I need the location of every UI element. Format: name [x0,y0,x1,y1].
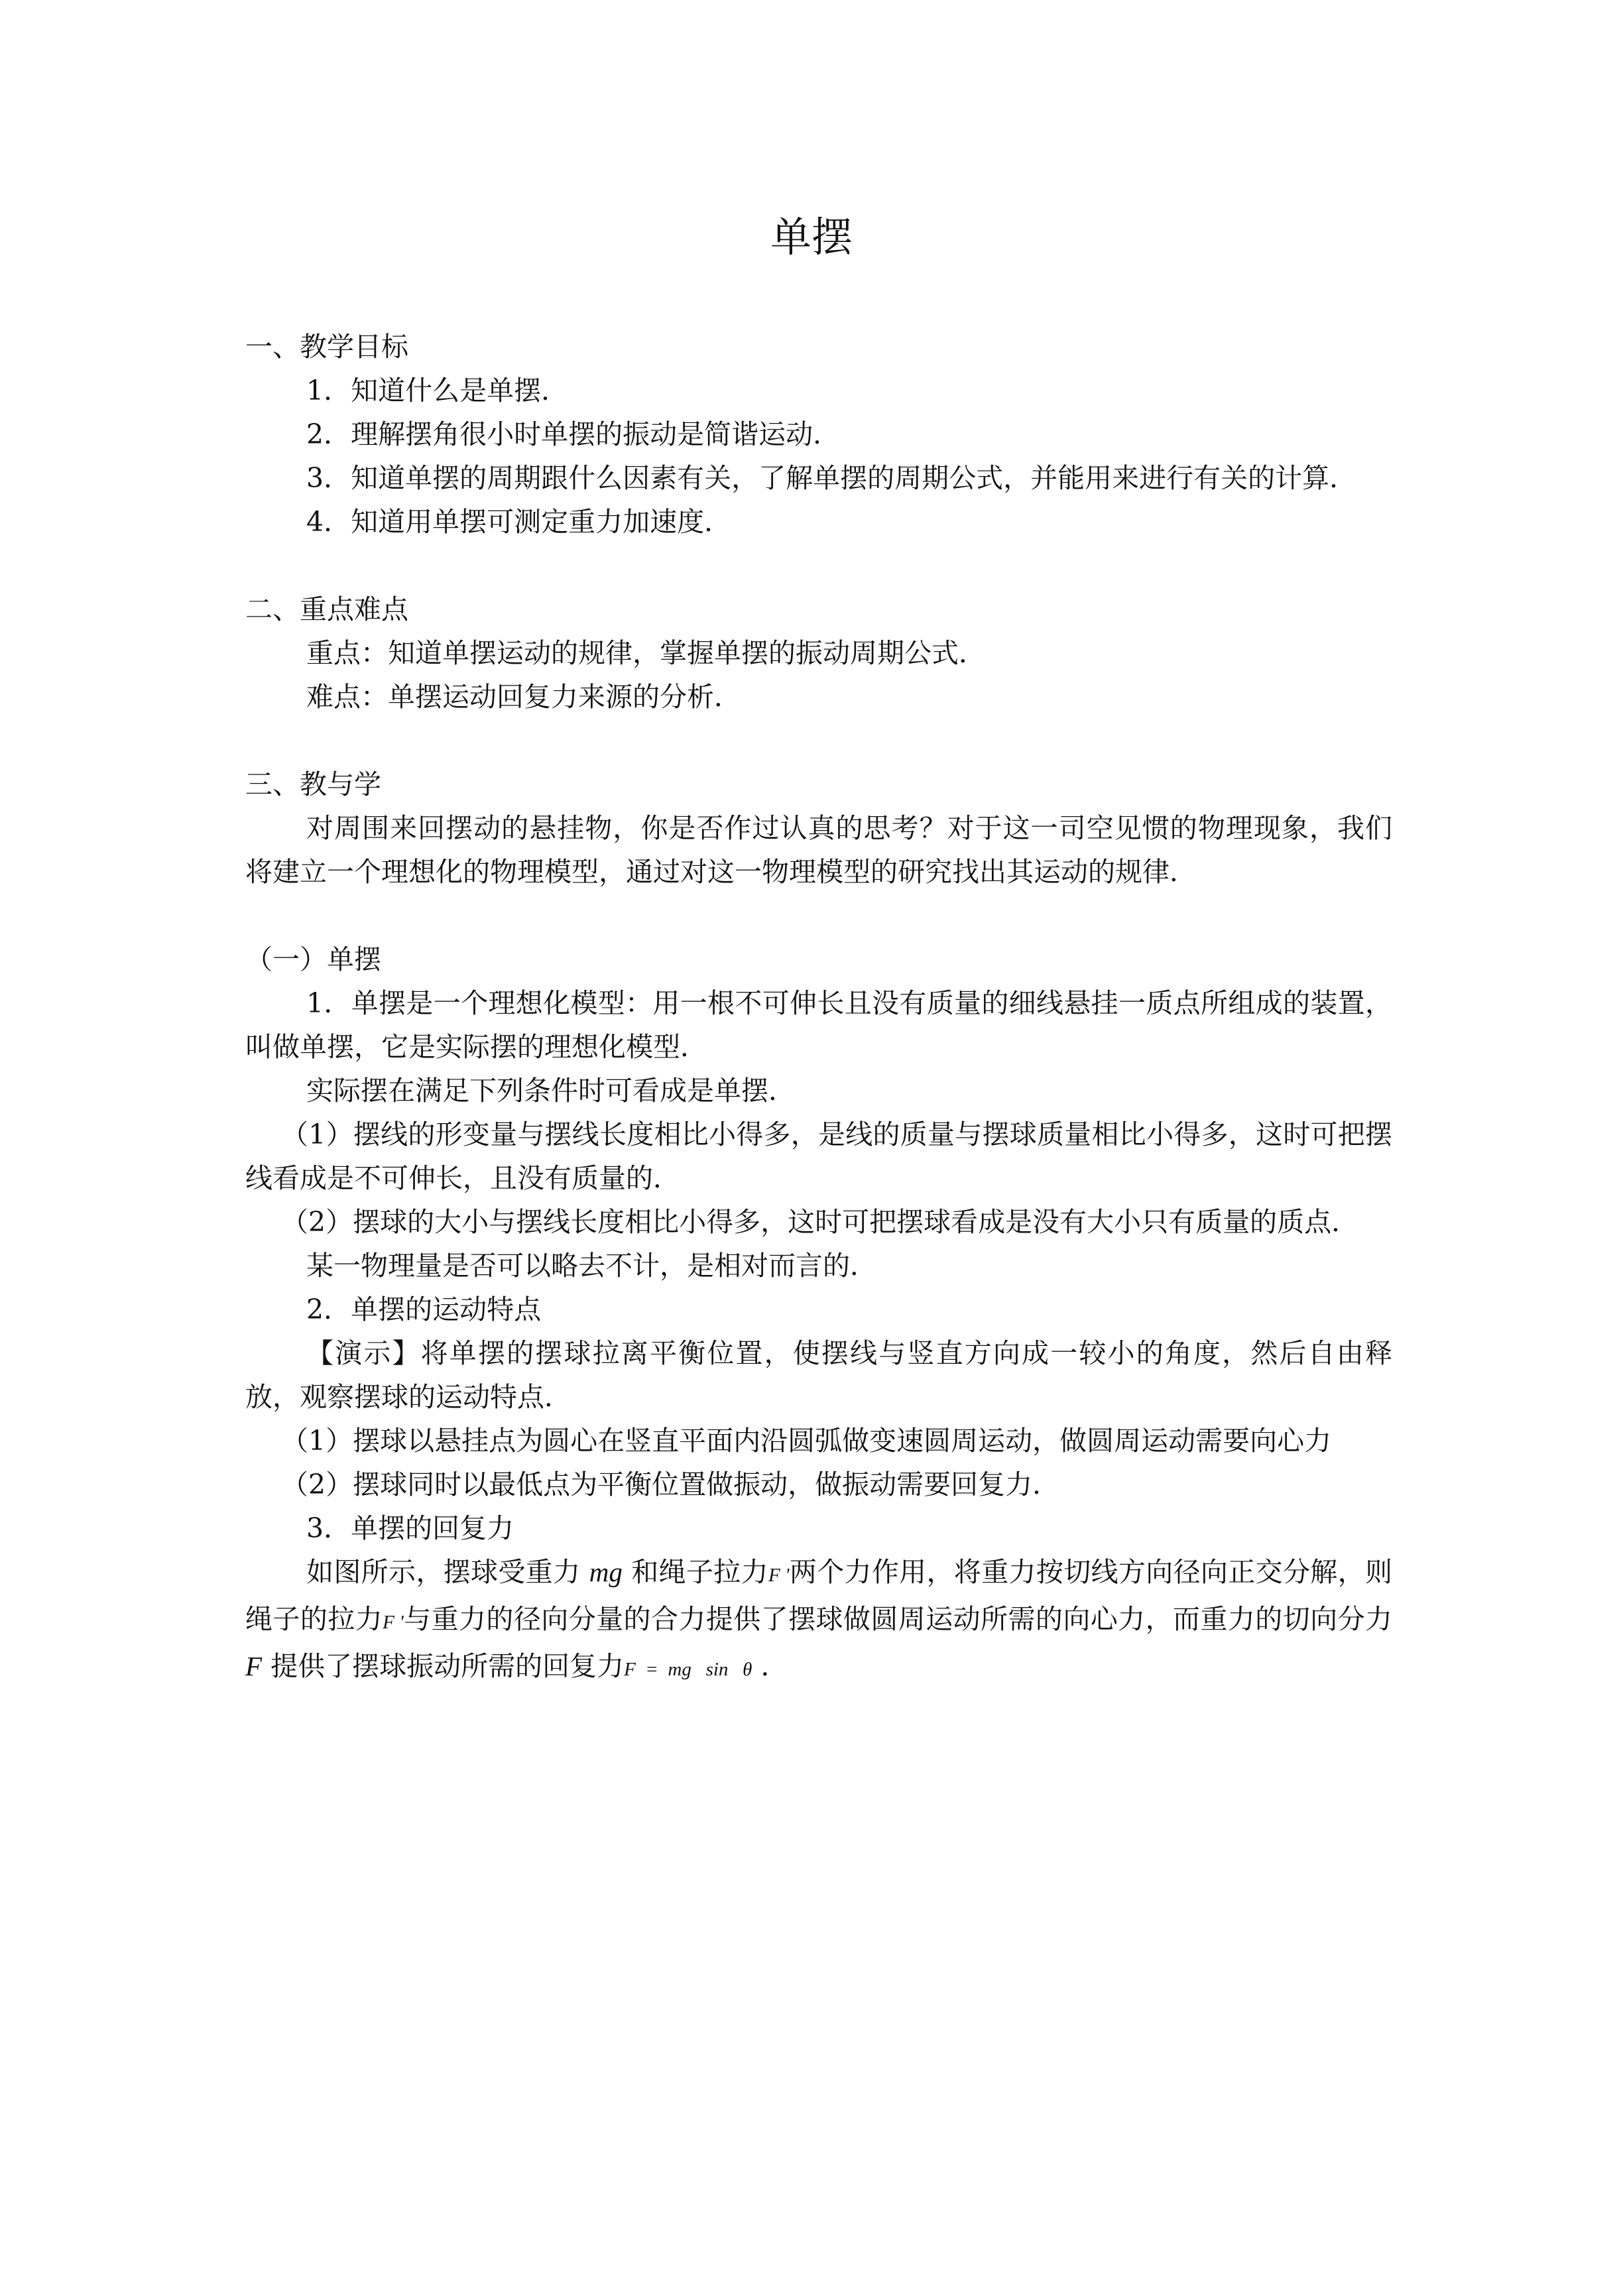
paragraph: （2）摆球的大小与摆线长度相比小得多，这时可把摆球看成是没有大小只有质量的质点． [281,1206,1359,1238]
text-run: 和绳子拉力 [622,1556,768,1588]
text-run: 两个力作用，将重力按切线方向径向正交分解，则绳子的拉力 [245,1556,1392,1635]
paragraph: （1）摆线的形变量与摆线长度相比小得多，是线的质量与摆球质量相比小得多，这时可把摆线看成是不可伸长，且没有质量的． [245,1118,1392,1194]
math-f: F [245,1651,263,1681]
intro-paragraph: 对周围来回摆动的悬挂物，你是否作过认真的思考？对于这一司空见惯的物理现象，我们将建立一个理想化的物理模型，通过对这一物理模型的研究找出其运动的规律． [245,812,1392,888]
key-point: 重点：知道单摆运动的规律，掌握单摆的振动周期公式． [306,637,986,669]
section-heading-objectives: 一、教学目标 [245,331,408,363]
math-formula: F = mg sin θ [624,1659,752,1680]
difficult-point: 难点：单摆运动回复力来源的分析． [306,681,741,713]
paragraph-heading: 3．单摆的回复力 [306,1512,514,1544]
text-run: 与重力的径向分量的合力提供了摆球做圆周运动所需的向心力，而重力的切向分力 [403,1603,1392,1635]
page-title: 单摆 [770,213,853,261]
objective-item: 2．理解摆角很小时单摆的振动是简谐运动． [306,418,841,450]
section-heading-key-points: 二、重点难点 [245,593,408,625]
paragraph: （2）摆球同时以最低点为平衡位置做振动，做振动需要回复力． [281,1469,1060,1500]
text-run: 如图所示，摆球受重力 [306,1556,589,1588]
subsection-heading-pendulum: （一）单摆 [245,943,381,975]
objective-item: 3．知道单摆的周期跟什么因素有关，了解单摆的周期公式，并能用来进行有关的计算． [306,462,1357,494]
paragraph-heading: 2．单摆的运动特点 [306,1294,542,1325]
paragraph: 1．单摆是一个理想化模型：用一根不可伸长且没有质量的细线悬挂一质点所组成的装置，叫做单摆，它是实际摆的理想化模型． [245,987,1392,1063]
math-f-prime: F ' [768,1565,790,1586]
objective-item: 4．知道用单摆可测定重力加速度． [306,506,732,538]
demo-paragraph: 【演示】将单摆的摆球拉离平衡位置，使摆线与竖直方向成一较小的角度，然后自由释放，观察摆球的运动特点． [245,1337,1392,1413]
math-f-prime: F ' [383,1612,404,1633]
text-run: ． [752,1650,788,1682]
paragraph: 某一物理量是否可以略去不计，是相对而言的． [306,1250,877,1282]
math-mg: mg [589,1557,623,1587]
paragraph: （1）摆球以悬挂点为圆心在竖直平面内沿圆弧做变速圆周运动，做圆周运动需要向心力 [281,1425,1332,1457]
objective-item: 1．知道什么是单摆． [306,375,569,406]
section-heading-teaching: 三、教与学 [245,768,381,800]
document-body [245,325,1392,1691]
text-run: 提供了摆球振动所需的回复力 [262,1650,625,1682]
restoring-force-paragraph [245,1550,1392,1691]
paragraph: 实际摆在满足下列条件时可看成是单摆． [306,1075,796,1107]
